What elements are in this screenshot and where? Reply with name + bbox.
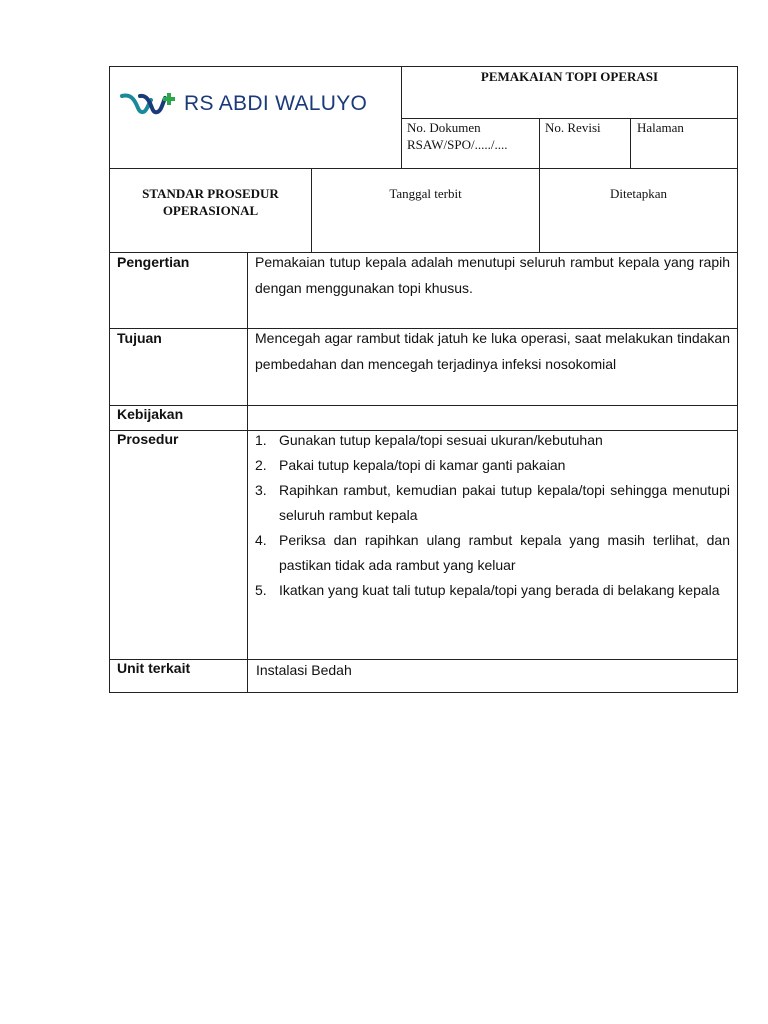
prosedur-label: Prosedur [117, 431, 179, 447]
pengertian-label: Pengertian [117, 254, 190, 270]
unit-label-cell [109, 659, 248, 693]
ditetapkan-label: Ditetapkan [609, 186, 668, 201]
unit-content-cell [247, 659, 738, 693]
spo-label-line2: OPERASIONAL [162, 203, 259, 218]
spo-cell [109, 168, 312, 253]
pengertian-content-cell [247, 252, 738, 329]
hospital-logo [120, 88, 367, 120]
tanggal-terbit-label: Tanggal terbit [389, 186, 462, 201]
tujuan-content-cell [247, 328, 738, 406]
halaman-cell [630, 118, 738, 169]
kebijakan-label-cell [109, 405, 248, 431]
prosedur-content-cell [247, 430, 738, 660]
abdi-waluyo-logo-icon [120, 88, 178, 120]
unit-label: Unit terkait [117, 660, 191, 676]
kebijakan-label: Kebijakan [117, 406, 184, 422]
prosedur-step: 2. Pakai tutup kepala/topi di kamar ganti pakaian [255, 457, 566, 473]
document-title: PEMAKAIAN TOPI OPERASI [480, 69, 659, 84]
hospital-name: RS ABDI WALUYO [184, 92, 368, 115]
prosedur-step: 3. Rapihkan rambut, kemudian pakai tutup kepala/topi sehingga menutupi seluruh rambut kepala [255, 482, 730, 523]
ditetapkan-cell [539, 168, 738, 253]
pengertian-label-cell [109, 252, 248, 329]
no-dokumen-value: RSAW/SPO/...../.... [407, 137, 508, 152]
tanggal-terbit-cell [311, 168, 540, 253]
tujuan-text: Mencegah agar rambut tidak jatuh ke luka operasi, saat melakukan tindakan pembedahan dan mencegah terjadinya infeksi nosokomial [255, 330, 730, 372]
no-revisi-label: No. Revisi [545, 120, 601, 135]
title-cell [401, 66, 738, 119]
tujuan-label-cell [109, 328, 248, 406]
no-dokumen-cell [401, 118, 540, 169]
prosedur-step: 4. Periksa dan rapihkan ulang rambut kepala yang masih terlihat, dan pastikan tidak ada rambut yang keluar [255, 532, 730, 573]
prosedur-step: 5. Ikatkan yang kuat tali tutup kepala/topi yang berada di belakang kepala [255, 582, 720, 598]
no-revisi-cell [539, 118, 631, 169]
pengertian-text: Pemakaian tutup kepala adalah menutupi seluruh rambut kepala yang rapih dengan menggunakan topi khusus. [255, 254, 730, 296]
unit-text: Instalasi Bedah [256, 662, 352, 678]
no-dokumen-label: No. Dokumen [407, 120, 481, 135]
halaman-label: Halaman [637, 120, 684, 135]
spo-label-line1: STANDAR PROSEDUR [142, 186, 279, 201]
prosedur-step: 1. Gunakan tutup kepala/topi sesuai ukuran/kebutuhan [255, 432, 603, 448]
tujuan-label: Tujuan [117, 330, 162, 346]
prosedur-label-cell [109, 430, 248, 660]
prosedur-steps [248, 428, 737, 603]
